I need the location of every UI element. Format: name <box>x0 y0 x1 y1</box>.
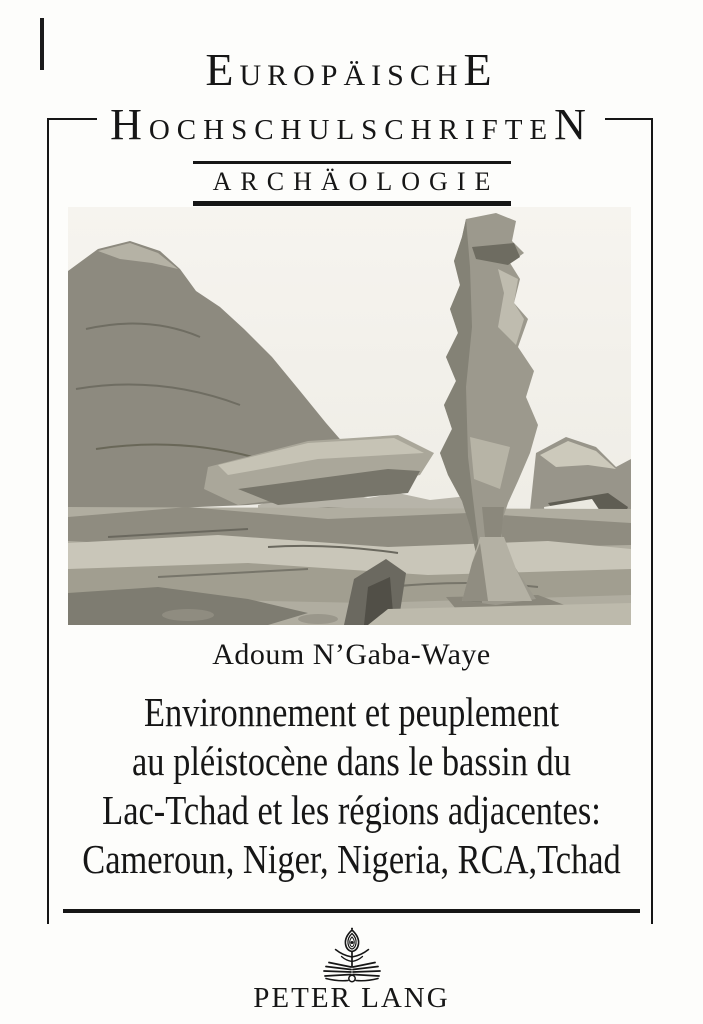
peter-lang-logo-icon <box>315 927 389 985</box>
subseries-rule-box <box>193 161 511 206</box>
series-final-cap: N <box>554 100 593 149</box>
series-title-line2-middle: OCHSCHULSCHRIFTE <box>148 114 555 146</box>
frame-right-horizontal-rule <box>605 118 653 120</box>
series-initial-cap: H <box>110 100 149 149</box>
subseries-title: ARCHÄOLOGIE <box>212 167 500 196</box>
series-title-line1-middle: UROPÄISCH <box>239 59 464 92</box>
book-title-line: Environnement et peuplement <box>143 689 560 735</box>
series-title-line2 <box>0 100 703 157</box>
publisher-name: PETER LANG <box>253 982 450 1014</box>
author-name: Adoum N’Gaba-Waye <box>212 638 491 671</box>
bottom-divider-rule <box>63 909 640 913</box>
book-title <box>0 688 703 884</box>
desert-rock-formations-illustration <box>68 207 631 625</box>
series-title-line1 <box>0 44 703 107</box>
series-header <box>0 44 703 206</box>
frame-left-horizontal-rule <box>47 118 97 120</box>
book-title-line: au pléistocène dans le bassin du <box>131 738 572 784</box>
series-final-cap: E <box>463 44 498 95</box>
book-title-line: Cameroun, Niger, Nigeria, RCA,Tchad <box>82 836 621 882</box>
cover-photo-desert-rocks <box>68 207 631 625</box>
book-title-line: Lac-Tchad et les régions adjacentes: <box>102 787 601 833</box>
series-initial-cap: E <box>205 44 240 95</box>
